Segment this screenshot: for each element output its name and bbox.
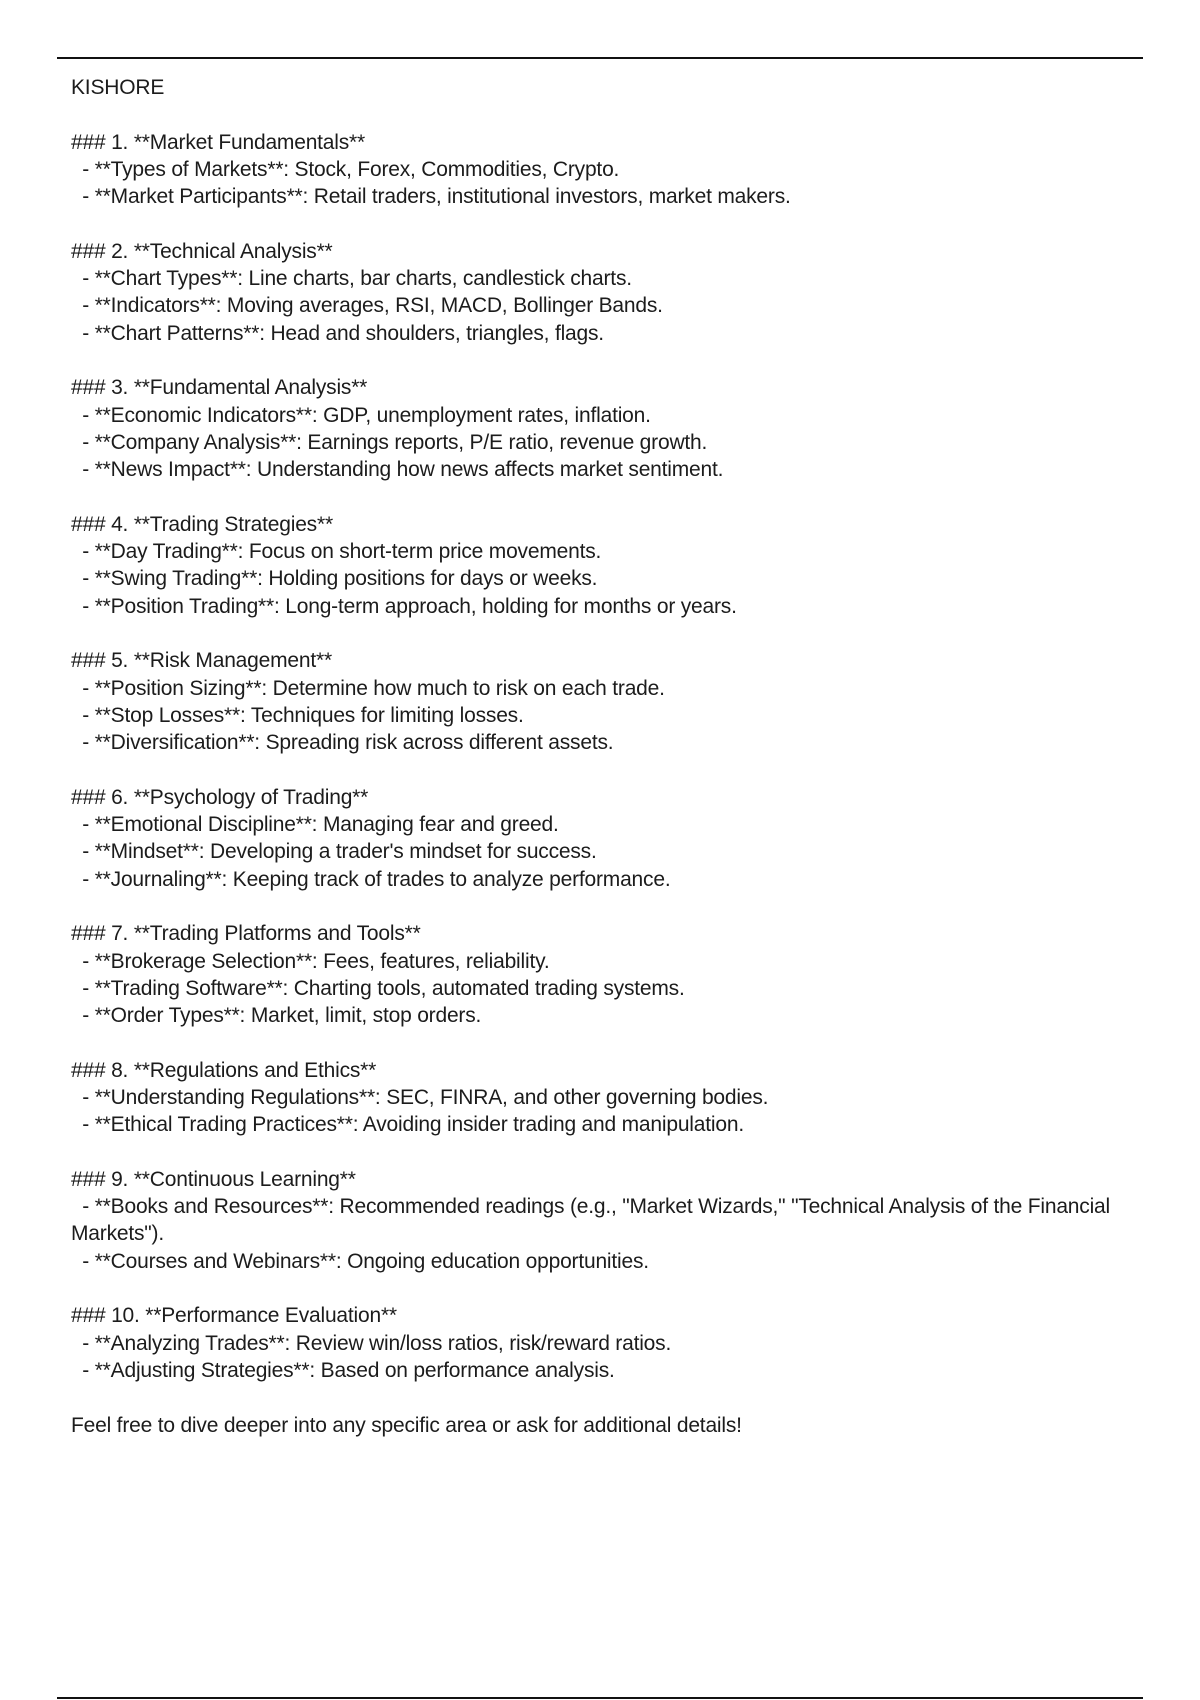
- spacer: [71, 483, 1131, 510]
- top-rule: [57, 57, 1143, 59]
- list-item: - **Position Sizing**: Determine how much to risk on each trade.: [71, 676, 665, 700]
- list-item: - **Courses and Webinars**: Ongoing education opportunities.: [71, 1249, 649, 1273]
- spacer: [71, 210, 1131, 237]
- list-item: - **Understanding Regulations**: SEC, FINRA, and other governing bodies.: [71, 1085, 769, 1109]
- list-item: - **Emotional Discipline**: Managing fear and greed.: [71, 813, 559, 837]
- section-heading: ### 8. **Regulations and Ethics**: [71, 1058, 377, 1082]
- list-item: - **Diversification**: Spreading risk across different assets.: [71, 731, 614, 755]
- list-item: - **Chart Patterns**: Head and shoulders, triangles, flags.: [71, 321, 604, 345]
- list-item: - **Types of Markets**: Stock, Forex, Commodities, Crypto.: [71, 157, 620, 181]
- list-item: - **Books and Resources**: Recommended readings (e.g., "Market Wizards," "Technical Analysis of the Financial Markets").: [71, 1195, 1116, 1246]
- list-item: - **Day Trading**: Focus on short-term price movements.: [71, 540, 602, 564]
- list-item: - **News Impact**: Understanding how news affects market sentiment.: [71, 458, 724, 482]
- section-heading: ### 7. **Trading Platforms and Tools**: [71, 922, 421, 946]
- list-item: - **Mindset**: Developing a trader's mindset for success.: [71, 840, 597, 864]
- closing-note: Feel free to dive deeper into any specific area or ask for additional details!: [71, 1413, 742, 1437]
- section-heading: ### 6. **Psychology of Trading**: [71, 785, 369, 809]
- list-item: - **Journaling**: Keeping track of trades to analyze performance.: [71, 867, 671, 891]
- spacer: [71, 1029, 1131, 1056]
- spacer: [71, 893, 1131, 920]
- section-heading: ### 5. **Risk Management**: [71, 649, 332, 673]
- list-item: - **Order Types**: Market, limit, stop orders.: [71, 1004, 482, 1028]
- section-heading: ### 4. **Trading Strategies**: [71, 512, 333, 536]
- spacer: [71, 347, 1131, 374]
- list-item: - **Trading Software**: Charting tools, automated trading systems.: [71, 976, 685, 1000]
- list-item: - **Economic Indicators**: GDP, unemployment rates, inflation.: [71, 403, 651, 427]
- section-heading: ### 3. **Fundamental Analysis**: [71, 376, 368, 400]
- section-heading: ### 9. **Continuous Learning**: [71, 1167, 356, 1191]
- list-item: - **Position Trading**: Long-term approach, holding for months or years.: [71, 594, 737, 618]
- spacer: [71, 101, 1131, 128]
- spacer: [71, 620, 1131, 647]
- list-item: - **Market Participants**: Retail traders, institutional investors, market makers.: [71, 185, 791, 209]
- list-item: - **Ethical Trading Practices**: Avoiding insider trading and manipulation.: [71, 1113, 744, 1137]
- list-item: - **Brokerage Selection**: Fees, features, reliability.: [71, 949, 550, 973]
- section-heading: ### 10. **Performance Evaluation**: [71, 1304, 397, 1328]
- list-item: - **Analyzing Trades**: Review win/loss ratios, risk/reward ratios.: [71, 1331, 672, 1355]
- spacer: [71, 1275, 1131, 1302]
- document-body: [71, 74, 1131, 1439]
- list-item: - **Indicators**: Moving averages, RSI, MACD, Bollinger Bands.: [71, 294, 663, 318]
- list-item: - **Adjusting Strategies**: Based on performance analysis.: [71, 1358, 615, 1382]
- spacer: [71, 1139, 1131, 1166]
- list-item: - **Company Analysis**: Earnings reports, P/E ratio, revenue growth.: [71, 430, 708, 454]
- bottom-rule: [57, 1697, 1143, 1699]
- list-item: - **Swing Trading**: Holding positions for days or weeks.: [71, 567, 598, 591]
- list-item: - **Stop Losses**: Techniques for limiting losses.: [71, 703, 524, 727]
- section-heading: ### 1. **Market Fundamentals**: [71, 130, 365, 154]
- list-item: - **Chart Types**: Line charts, bar charts, candlestick charts.: [71, 267, 632, 291]
- section-heading: ### 2. **Technical Analysis**: [71, 239, 333, 263]
- author-name: KISHORE: [71, 76, 165, 99]
- spacer: [71, 1384, 1131, 1411]
- spacer: [71, 756, 1131, 783]
